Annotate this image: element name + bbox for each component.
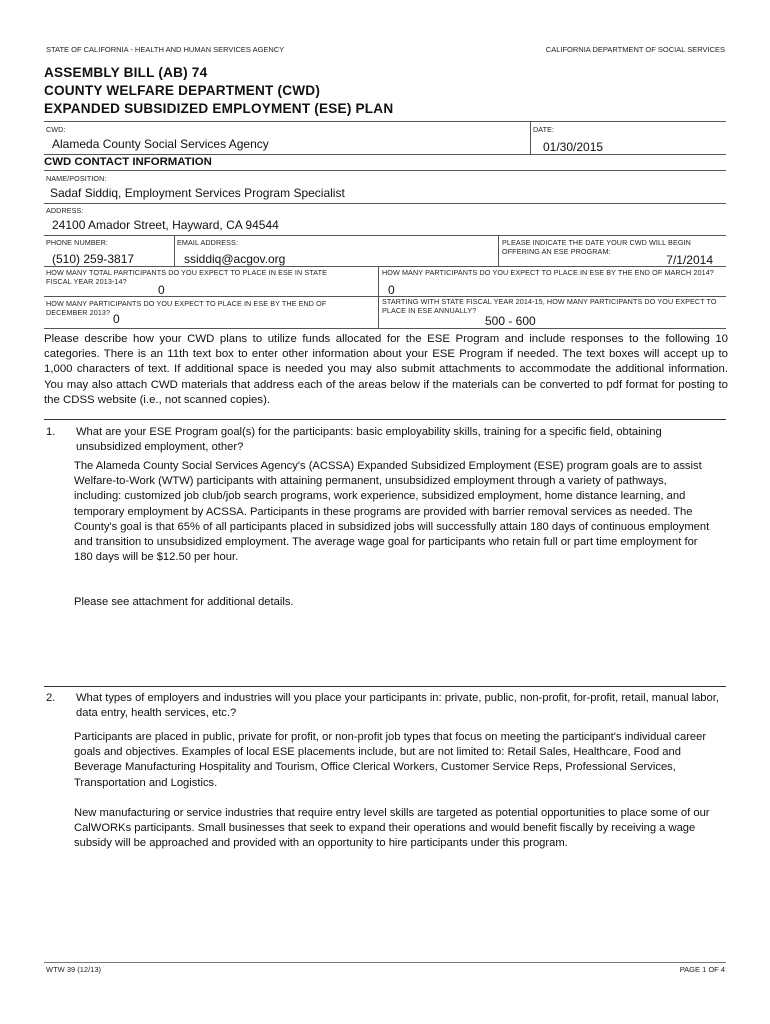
- agency-header: STATE OF CALIFORNIA - HEALTH AND HUMAN SERVICES AGENCY: [46, 45, 285, 54]
- footer-rule: [44, 962, 726, 963]
- begin-date-label: PLEASE INDICATE THE DATE YOUR CWD WILL BEGIN OFFERING AN ESE PROGRAM:: [502, 238, 691, 256]
- cwd-label: CWD:: [46, 125, 66, 134]
- name-label: NAME/POSITION:: [46, 174, 107, 183]
- december-participants-label: HOW MANY PARTICIPANTS DO YOU EXPECT TO PLACE IN ESE BY THE END OF DECEMBER 2013?: [46, 299, 327, 317]
- total-participants-label: HOW MANY TOTAL PARTICIPANTS DO YOU EXPECT TO PLACE IN ESE IN STATE FISCAL YEAR 2013-14?: [46, 268, 327, 286]
- contact-heading: CWD CONTACT INFORMATION: [44, 156, 212, 168]
- rule: [174, 235, 175, 266]
- q2-number: 2.: [46, 692, 56, 704]
- rule: [44, 235, 726, 236]
- rule: [530, 121, 531, 154]
- name-value[interactable]: Sadaf Siddiq, Employment Services Program Specialist: [50, 186, 345, 200]
- section-divider: [44, 419, 726, 420]
- q1-question: What are your ESE Program goal(s) for the participants: basic employability skills, training for a specific field, obtaining unsubsidized employment, other?: [76, 426, 662, 454]
- title-line-1: ASSEMBLY BILL (AB) 74: [44, 65, 208, 80]
- q2-answer-paragraph-1[interactable]: Participants are placed in public, private for profit, or non-profit job types that focus on meeting the participant's individual career goals and objectives. Examples of local ESE placements include, but are not limited to: Retail Sales, Healthcare, Food and Beverage Manufacturing Hospitality and Tourism, Office Clerical Workers, Customer Service Reps, Professional Services, Transportation and Logistics.: [74, 731, 707, 789]
- rule: [44, 121, 726, 122]
- section-divider: [44, 686, 726, 687]
- title-line-3: EXPANDED SUBSIDIZED EMPLOYMENT (ESE) PLAN: [44, 101, 394, 116]
- begin-date-value[interactable]: 7/1/2014: [666, 253, 713, 267]
- page-number: PAGE 1 OF 4: [679, 965, 725, 974]
- email-label: EMAIL ADDRESS:: [177, 238, 239, 247]
- address-label: ADDRESS:: [46, 206, 84, 215]
- form-number: WTW 39 (12/13): [46, 965, 102, 974]
- q2-question: What types of employers and industries will you place your participants in: private, public, non-profit, for-profit, retail, manual labor, data entry, health services, etc.?: [76, 692, 719, 720]
- rule: [44, 328, 726, 329]
- department-header: CALIFORNIA DEPARTMENT OF SOCIAL SERVICES: [545, 45, 725, 54]
- q1-number: 1.: [46, 426, 56, 438]
- form-title: [44, 64, 393, 118]
- rule: [378, 266, 379, 328]
- q2-answer-paragraph-2[interactable]: New manufacturing or service industries that require entry level skills are targeted as potential opportunities to place some of our CalWORKs participants. Small businesses that seek to expand their operations and would benefit fiscally by receiving a wage subsidy will be approached and provided with an opportunity to hire participants under this program.: [74, 807, 710, 850]
- march-participants-value[interactable]: 0: [388, 283, 395, 297]
- q1-note[interactable]: Please see attachment for additional details.: [74, 596, 294, 608]
- december-participants-value[interactable]: 0: [113, 312, 120, 326]
- rule: [44, 154, 726, 155]
- cwd-value[interactable]: Alameda County Social Services Agency: [52, 137, 269, 151]
- date-value[interactable]: 01/30/2015: [543, 140, 604, 154]
- address-value[interactable]: 24100 Amador Street, Hayward, CA 94544: [52, 218, 279, 232]
- title-line-2: COUNTY WELFARE DEPARTMENT (CWD): [44, 83, 321, 98]
- phone-value[interactable]: (510) 259-3817: [52, 252, 135, 266]
- email-value[interactable]: ssiddiq@acgov.org: [184, 252, 286, 266]
- total-participants-value[interactable]: 0: [158, 283, 165, 297]
- annual-participants-label: STARTING WITH STATE FISCAL YEAR 2014-15, HOW MANY PARTICIPANTS DO YOU EXPECT TO PLACE IN ESE ANNUALLY?: [382, 297, 717, 315]
- q1-answer[interactable]: The Alameda County Social Services Agency's (ACSSA) Expanded Subsidized Employment (ESE) program goals are to assist Welfare-to-Work (WTW) participants with attaining permanent, unsubsidized employment through a variety of pathways, including: customized job club/job search programs, work experience, subsidized employment, home distance learning, and temporary employment by ACSSA. Participants in these programs are provided with barrier removal services as needed. The County's goal is that 65% of all participants placed in subsidized jobs will successfully attain 180 days of continuous employment and transition to unsubsidized employment. The average wage goal for participants who retain full or part time employment for 180 days will be $12.50 per hour.: [74, 460, 710, 564]
- phone-label: PHONE NUMBER:: [46, 238, 109, 247]
- march-participants-label: HOW MANY PARTICIPANTS DO YOU EXPECT TO PLACE IN ESE BY THE END OF MARCH 2014?: [382, 268, 714, 277]
- annual-participants-value[interactable]: 500 - 600: [485, 314, 536, 328]
- rule: [44, 203, 726, 204]
- date-label: DATE:: [533, 125, 555, 134]
- rule: [44, 266, 726, 267]
- rule: [498, 235, 499, 266]
- instructions: Please describe how your CWD plans to utilize funds allocated for the ESE Program and include responses to the following 10 categories. There is an 11th text box to enter other information about your ESE Program if needed. The text boxes will accept up to 1,000 characters of text. If additional space is needed you may also submit attachments to accommodate the additional information. You may also attach CWD materials that address each of the areas below if the materials can be converted to pdf format for posting to the CDSS website (i.e., not scanned copies).: [44, 333, 728, 406]
- rule: [44, 170, 726, 171]
